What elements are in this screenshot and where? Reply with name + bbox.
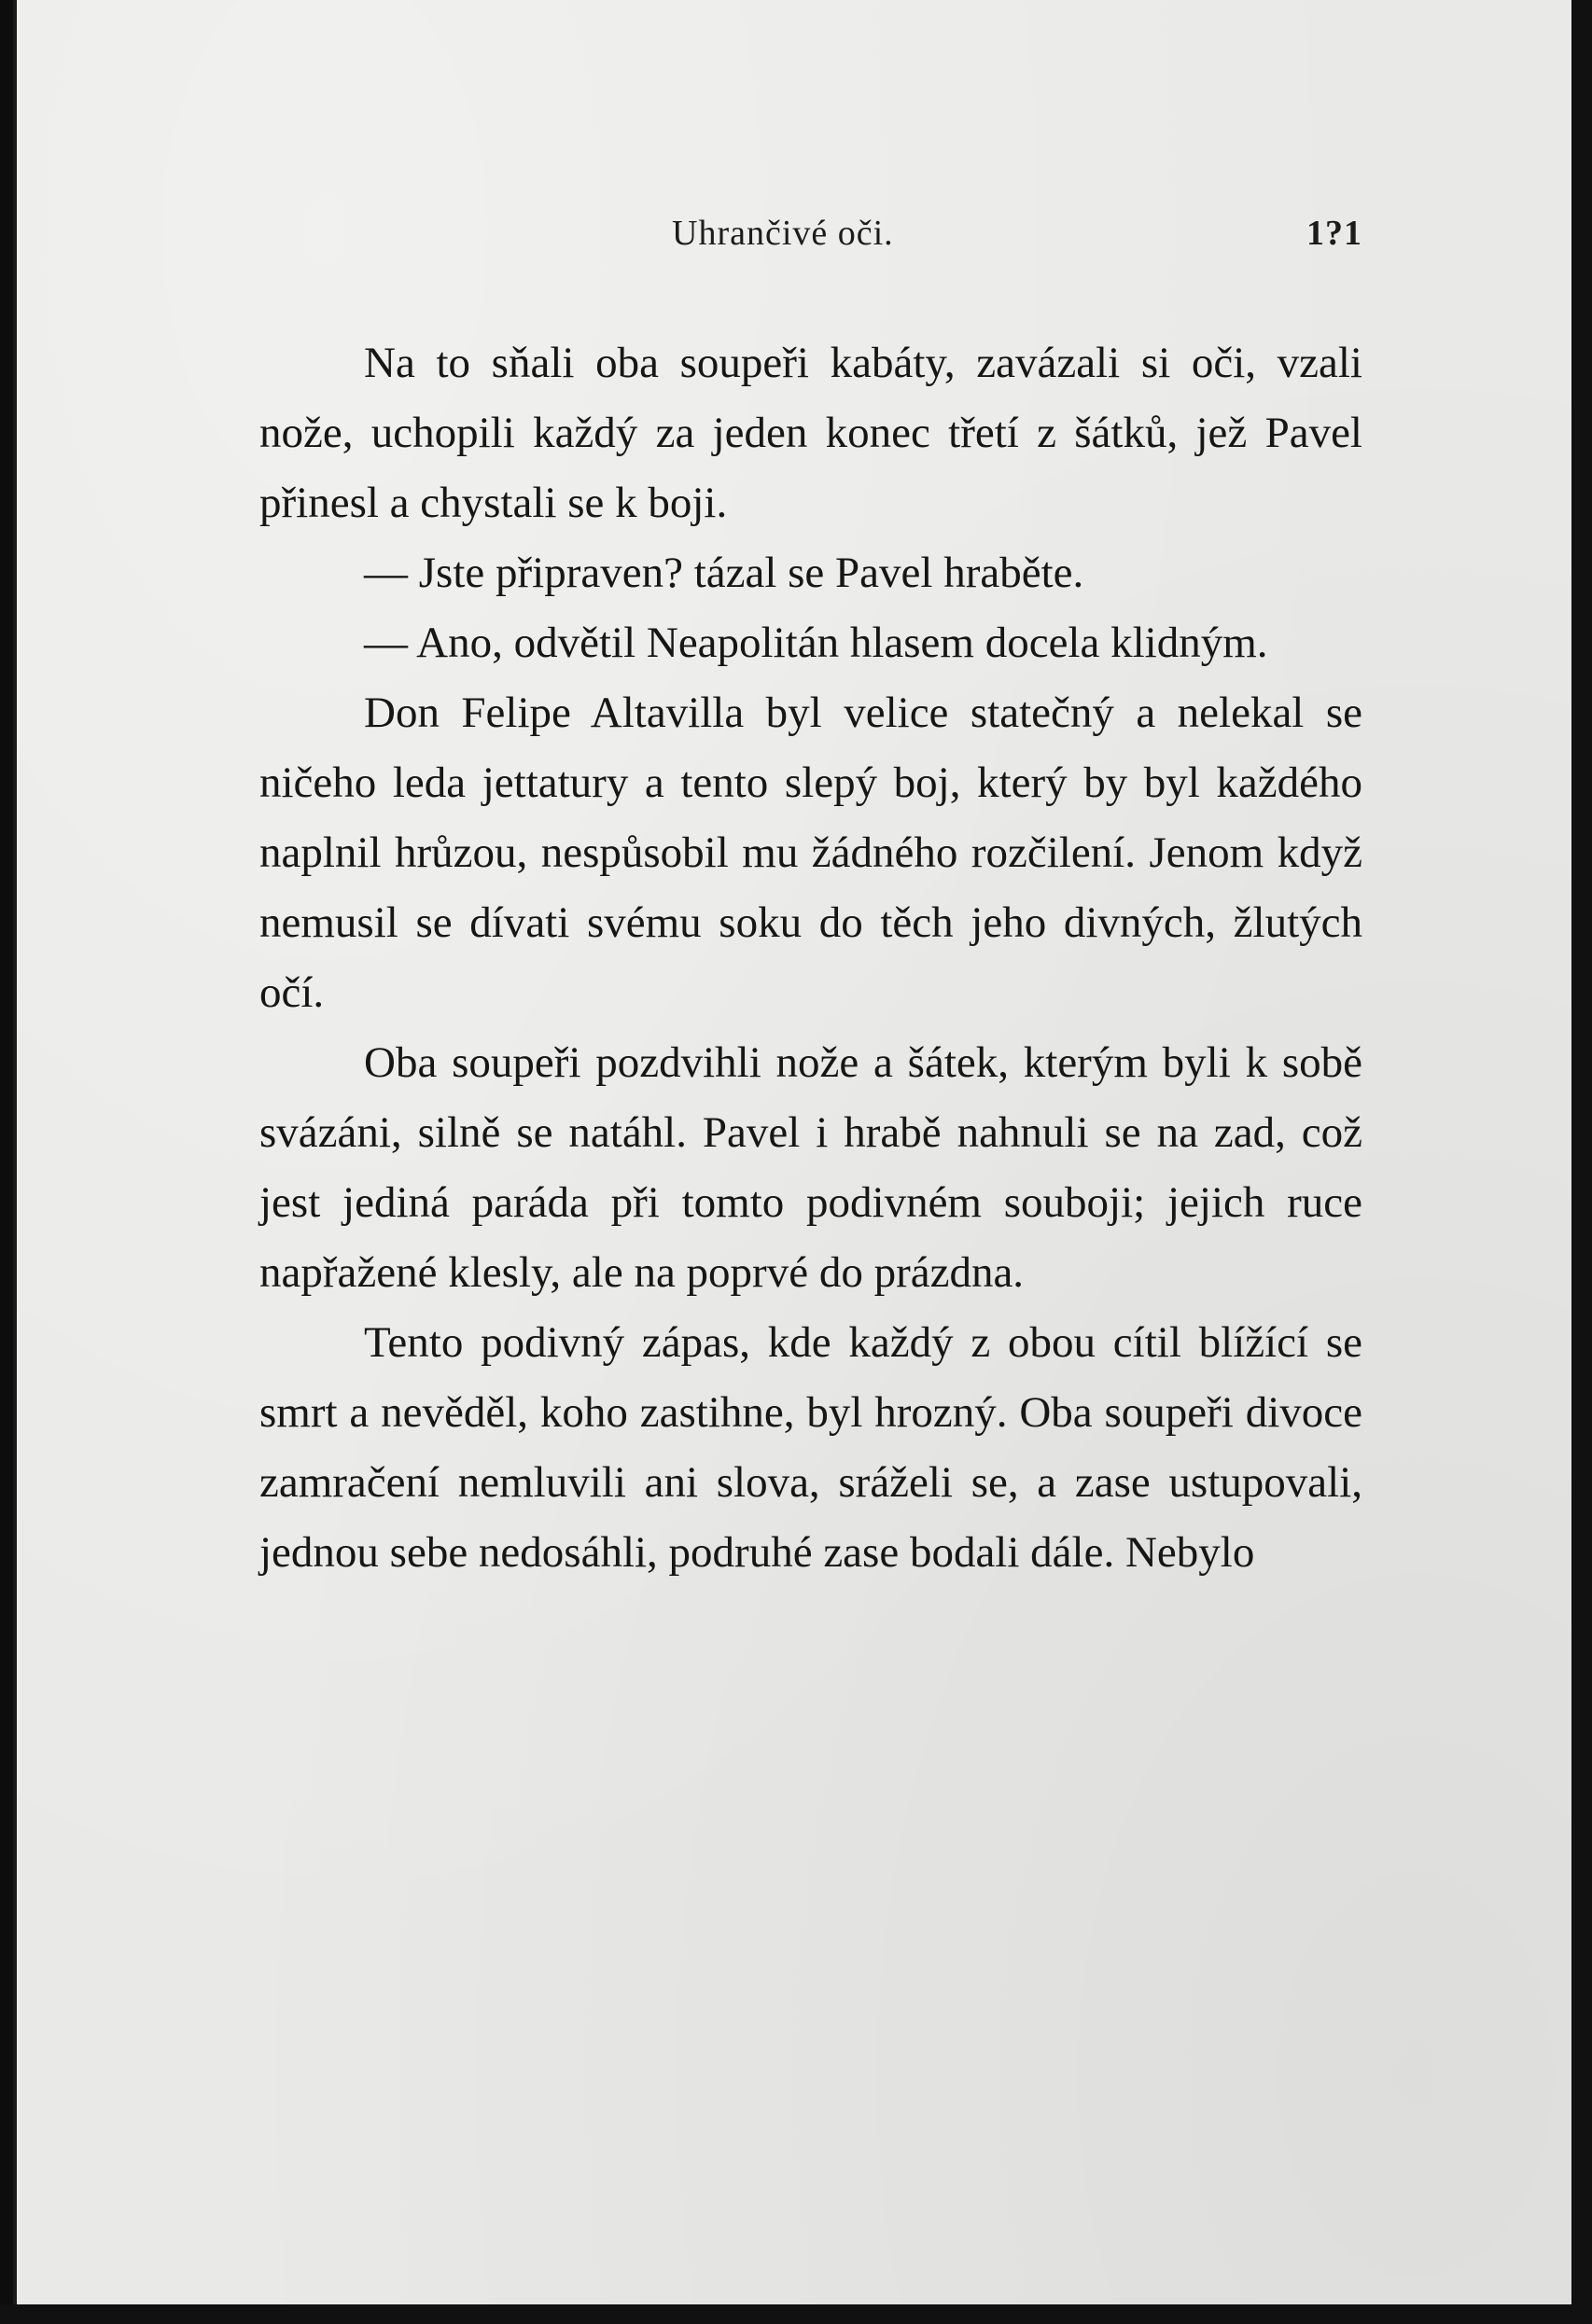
running-title: Uhrančivé oči. [672, 214, 894, 253]
body-text [259, 328, 1362, 1588]
paragraph: Don Felipe Altavilla byl velice statečný a nelekal se ničeho leda jettatury a tento slepý boj, který by byl každého naplnil hrůzou, nespůsobil mu žádného rozčilení. Jenom když nemusil se dívati svému soku do těch jeho divných, žlutých očí. [259, 689, 1362, 1017]
paragraph: — Ano, odvětil Neapolitán hlasem docela klidným. [364, 619, 1268, 667]
scan-border-right [1571, 0, 1592, 2324]
scan-border-bottom [0, 2304, 1592, 2324]
paragraph: — Jste připraven? tázal se Pavel hraběte. [364, 549, 1084, 597]
book-spine-edge [13, 0, 26, 2304]
paragraph: Oba soupeři pozdvihli nože a šátek, kterým byli k sobě svázáni, silně se natáhl. Pavel i hrabě nahnuli se na zad, což jest jediná paráda při tomto podivném souboji; jejich ruce napřažené klesly, ale na poprvé do prázdna. [259, 1038, 1362, 1297]
paragraph: Na to sňali oba soupeři kabáty, zavázali si oči, vzali nože, uchopili každý za jeden konec třetí z šátků, jež Pavel přinesl a chystali se k boji. [259, 339, 1362, 527]
page-header [672, 213, 1362, 261]
page-number: 1?1 [1306, 214, 1362, 253]
paragraph: Tento podivný zápas, kde každý z obou cítil blížící se smrt a nevěděl, koho zastihne, byl hrozný. Oba soupeři divoce zamračení nemluvili ani slova, sráželi se, a zase ustupovali, jednou sebe nedosáhli, podruhé zase bodali dále. Nebylo [259, 1318, 1362, 1577]
